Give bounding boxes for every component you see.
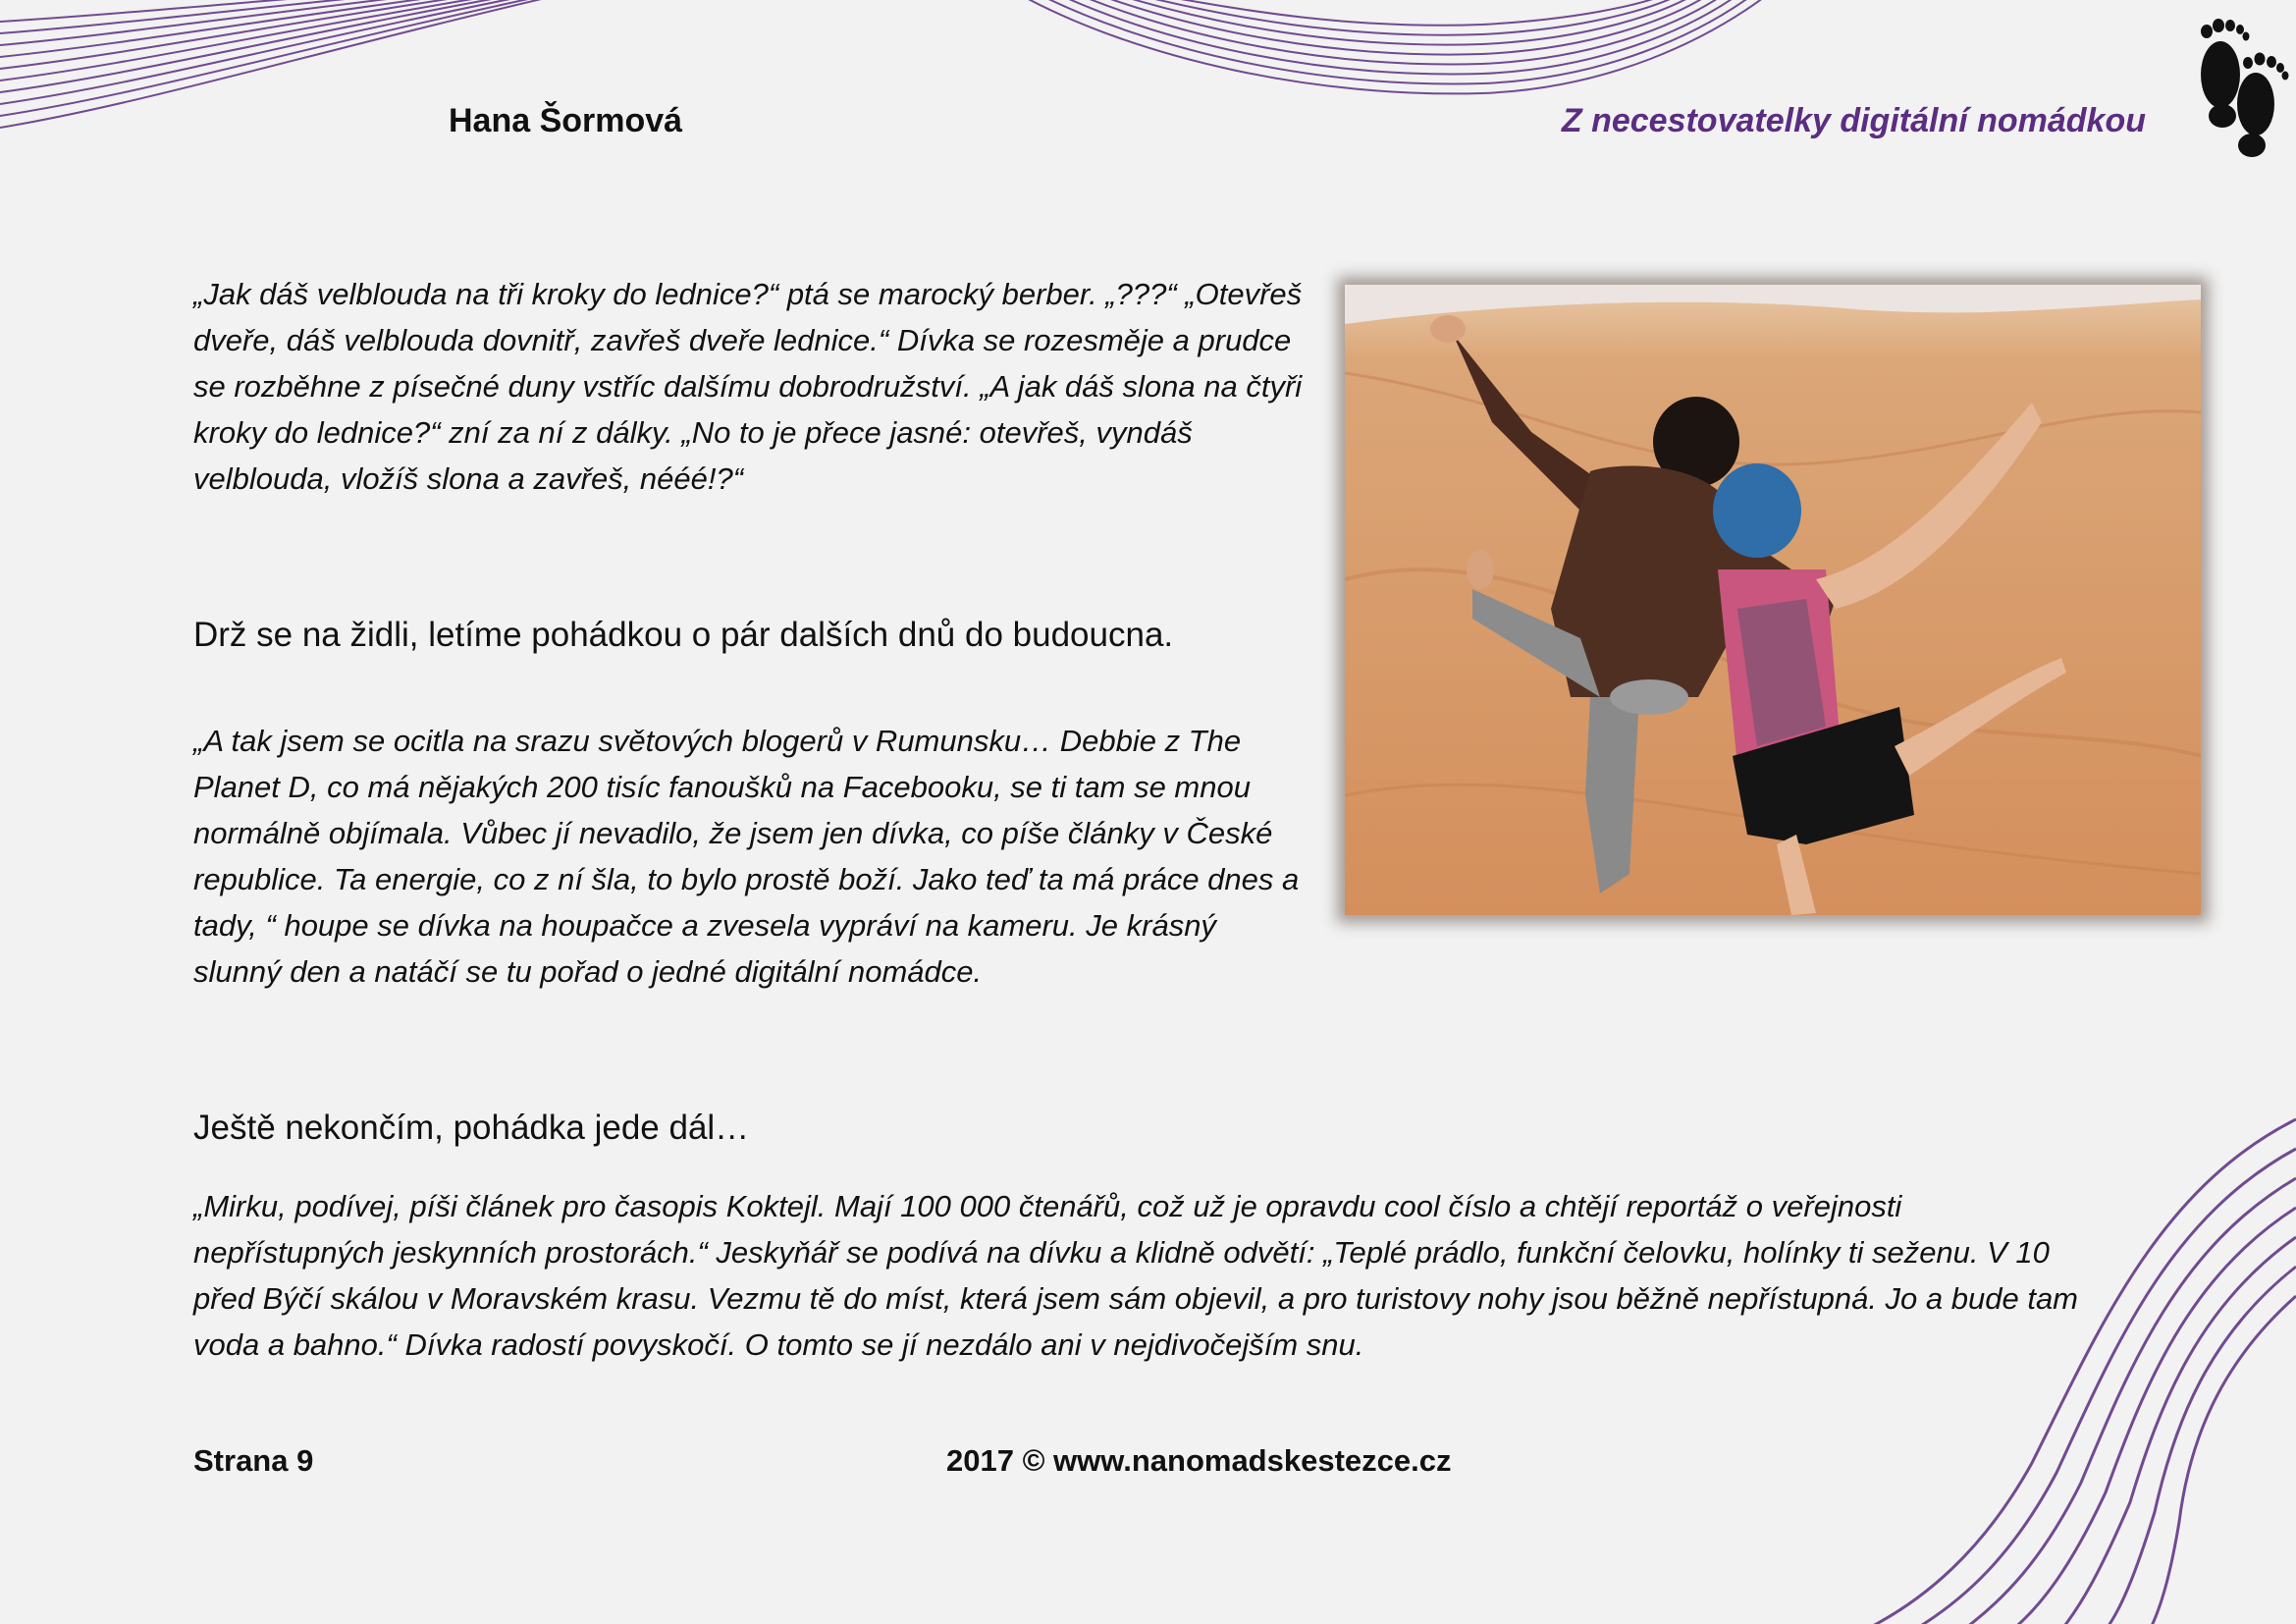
- quote-paragraph-bloggers: „A tak jsem se ocitla na srazu světových blogerů v Rumunsku… Debbie z The Planet D, co má nějakých 200 tisíc fanoušků na Facebooku, se ti tam se mnou normálně objímala. Vůbec jí nevadilo, že jsem jen dívka, co píše články v České republice. Ta energie, co z ní šla, to bylo prostě boží. Jako teď ta má práce dnes a tady, “ houpe se dívka na houpačce a zvesela vypráví na kameru. Je krásný slunný den a natáčí se tu pořad o jedné digitální nomádce.: [193, 724, 1300, 989]
- copyright-line: 2017 © www.nanomadskestezce.cz: [946, 1443, 1452, 1478]
- document-title: Z necestovatelky digitální nomádkou: [1561, 102, 2146, 139]
- section-heading-future: Drž se na židli, letíme pohádkou o pár dalších dnů do budoucna.: [193, 616, 1174, 654]
- author-name: Hana Šormová: [449, 102, 683, 139]
- decorative-waves-top-center: [1021, 0, 1767, 108]
- footprints-icon: [2187, 6, 2289, 163]
- quote-paragraph-camel: „Jak dáš velblouda na tři kroky do lednice?“ ptá se marocký berber. „???“ „Otevřeš dveře, dáš velblouda dovnitř, zavřeš dveře lednice.“ Dívka se rozesměje a prudce se rozběhne z písečné duny vstříc dalšímu dobrodružství. „A jak dáš slona na čtyři kroky do lednice?“ zní za ní z dálky. „No to je přece jasné: otevřeš, vyndáš velblouda, vložíš slona a zavřeš, nééé!?“: [193, 277, 1303, 496]
- quote-paragraph-cave: „Mirku, podívej, píši článek pro časopis Koktejl. Mají 100 000 čtenářů, což už je opravdu cool číslo a chtějí reportáž o veřejnosti nepřístupných jeskynních prostorách.“ Jeskyňář se podívá na dívku a klidně odvětí: „Teplé prádlo, funkční čelovku, holínky ti seženu. V 10 před Býčí skálou v Moravském krasu. Vezmu tě do míst, která jsem sám objevil, a pro turistovy nohy jsou běžně nepřístupná. Jo a bude tam voda a bahno.“ Dívka radostí povyskočí. O tomto se jí nezdálo ani v nejdivočejším snu.: [193, 1189, 2079, 1362]
- page-number: Strana 9: [193, 1443, 314, 1478]
- section-heading-continue: Ještě nekončím, pohádka jede dál…: [193, 1109, 750, 1147]
- desert-dune-photo: [1345, 285, 2201, 915]
